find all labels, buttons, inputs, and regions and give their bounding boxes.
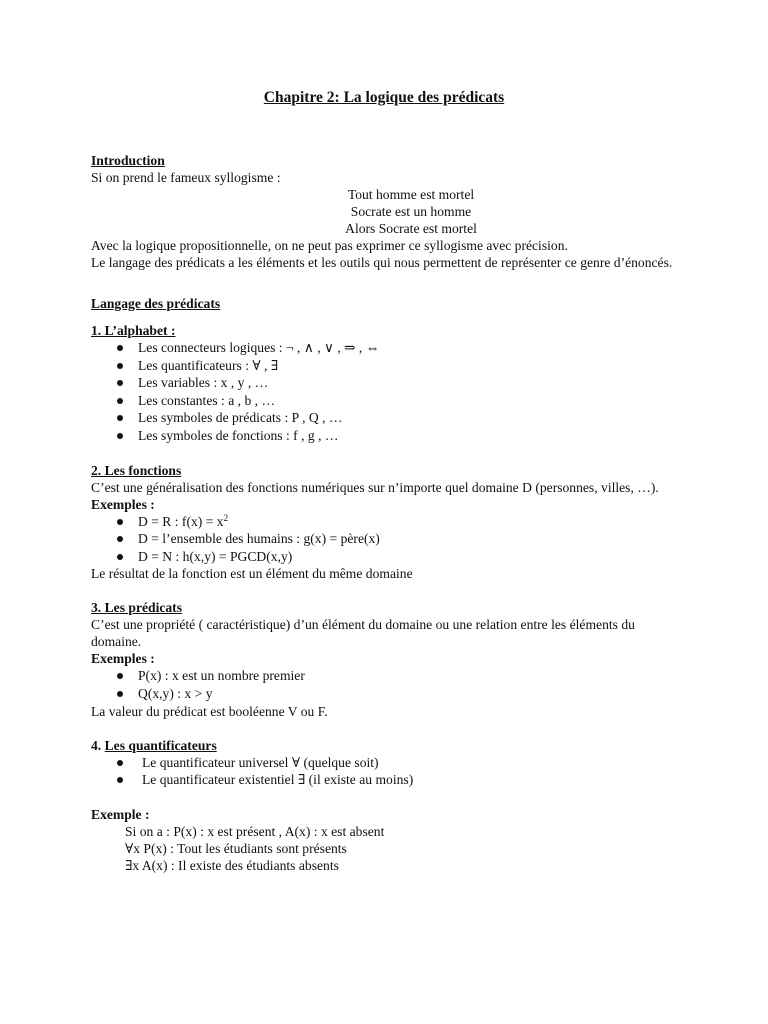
predicats-heading: 3. Les prédicats xyxy=(91,600,182,616)
document-body xyxy=(91,152,681,874)
predicats-examples-list xyxy=(91,667,681,702)
fonctions-example-1-text: D = R : f(x) = x xyxy=(138,513,224,529)
fonctions-examples-label: Exemples : xyxy=(91,496,155,512)
alphabet-item-variables: Les variables : x , y , … xyxy=(91,374,681,392)
syllogism-line-3: Alors Socrate est mortel xyxy=(345,221,477,236)
quantificateurs-heading-number: 4. xyxy=(91,737,105,753)
quantificateurs-heading-text: Les quantificateurs xyxy=(104,737,217,753)
fonctions-note: Le résultat de la fonction est un élément du même domaine xyxy=(91,566,413,582)
alphabet-item-connecteurs: Les connecteurs logiques : ¬ , ∧ , ∨ , ⇒ , ⇔ xyxy=(91,339,681,357)
quantificateur-universel: Le quantificateur universel ∀ (quelque soit) xyxy=(91,754,681,772)
predicats-example-1: P(x) : x est un nombre premier xyxy=(91,667,681,685)
alphabet-list xyxy=(91,339,681,445)
langage-heading: Langage des prédicats xyxy=(91,296,221,311)
intro-lead: Si on prend le fameux syllogisme : xyxy=(91,170,281,185)
intro-paragraph-1: Avec la logique propositionnelle, on ne peut pas exprimer ce syllogisme avec précision. xyxy=(91,238,568,253)
syllogism-line-1: Tout homme est mortel xyxy=(347,187,475,202)
quantificateurs-heading xyxy=(91,737,681,754)
syllogism-line-2: Socrate est un homme xyxy=(350,204,472,219)
predicats-note: La valeur du prédicat est booléenne V ou F. xyxy=(91,703,328,719)
fonctions-heading: 2. Les fonctions xyxy=(91,462,182,478)
exemple-heading: Exemple : xyxy=(91,806,150,822)
alphabet-item-predicats: Les symboles de prédicats : P , Q , … xyxy=(91,409,681,427)
quantificateur-existentiel: Le quantificateur existentiel ∃ (il existe au moins) xyxy=(91,771,681,789)
alphabet-item-quantificateurs: Les quantificateurs : ∀ , ∃ xyxy=(91,357,681,375)
alphabet-heading xyxy=(91,322,681,339)
alphabet-item-fonctions: Les symboles de fonctions : f , g , … xyxy=(91,427,681,445)
fonctions-example-1 xyxy=(91,513,681,531)
predicats-description: C’est une propriété ( caractéristique) d’un élément du domaine ou une relation entre les éléments du domaine. xyxy=(91,617,635,650)
predicats-examples-label: Exemples : xyxy=(91,651,155,667)
intro-paragraph-2: Le langage des prédicats a les éléments et les outils qui nous permettent de représenter ce genre d’énoncés. xyxy=(91,255,673,270)
fonctions-example-2: D = l’ensemble des humains : g(x) = père(x) xyxy=(91,530,681,548)
fonctions-description: C’est une généralisation des fonctions numériques sur n’importe quel domaine D (personnes, villes, …). xyxy=(91,479,659,495)
introduction-heading: Introduction xyxy=(91,153,165,168)
exemple-line-3: ∃x A(x) : Il existe des étudiants absents xyxy=(125,857,339,873)
page-title: Chapitre 2: La logique des prédicats xyxy=(263,89,505,106)
quantificateurs-list xyxy=(91,754,681,789)
fonctions-example-1-exponent: 2 xyxy=(223,512,229,523)
alphabet-heading-text: 1. L’alphabet : xyxy=(91,323,176,338)
alphabet-item-constantes: Les constantes : a , b , … xyxy=(91,392,681,410)
exemple-line-1: Si on a : P(x) : x est présent , A(x) : x est absent xyxy=(125,823,385,839)
exemple-line-2: ∀x P(x) : Tout les étudiants sont présents xyxy=(125,840,347,856)
predicats-example-2: Q(x,y) : x > y xyxy=(91,685,681,703)
fonctions-example-3: D = N : h(x,y) = PGCD(x,y) xyxy=(91,548,681,566)
fonctions-examples-list xyxy=(91,513,681,566)
